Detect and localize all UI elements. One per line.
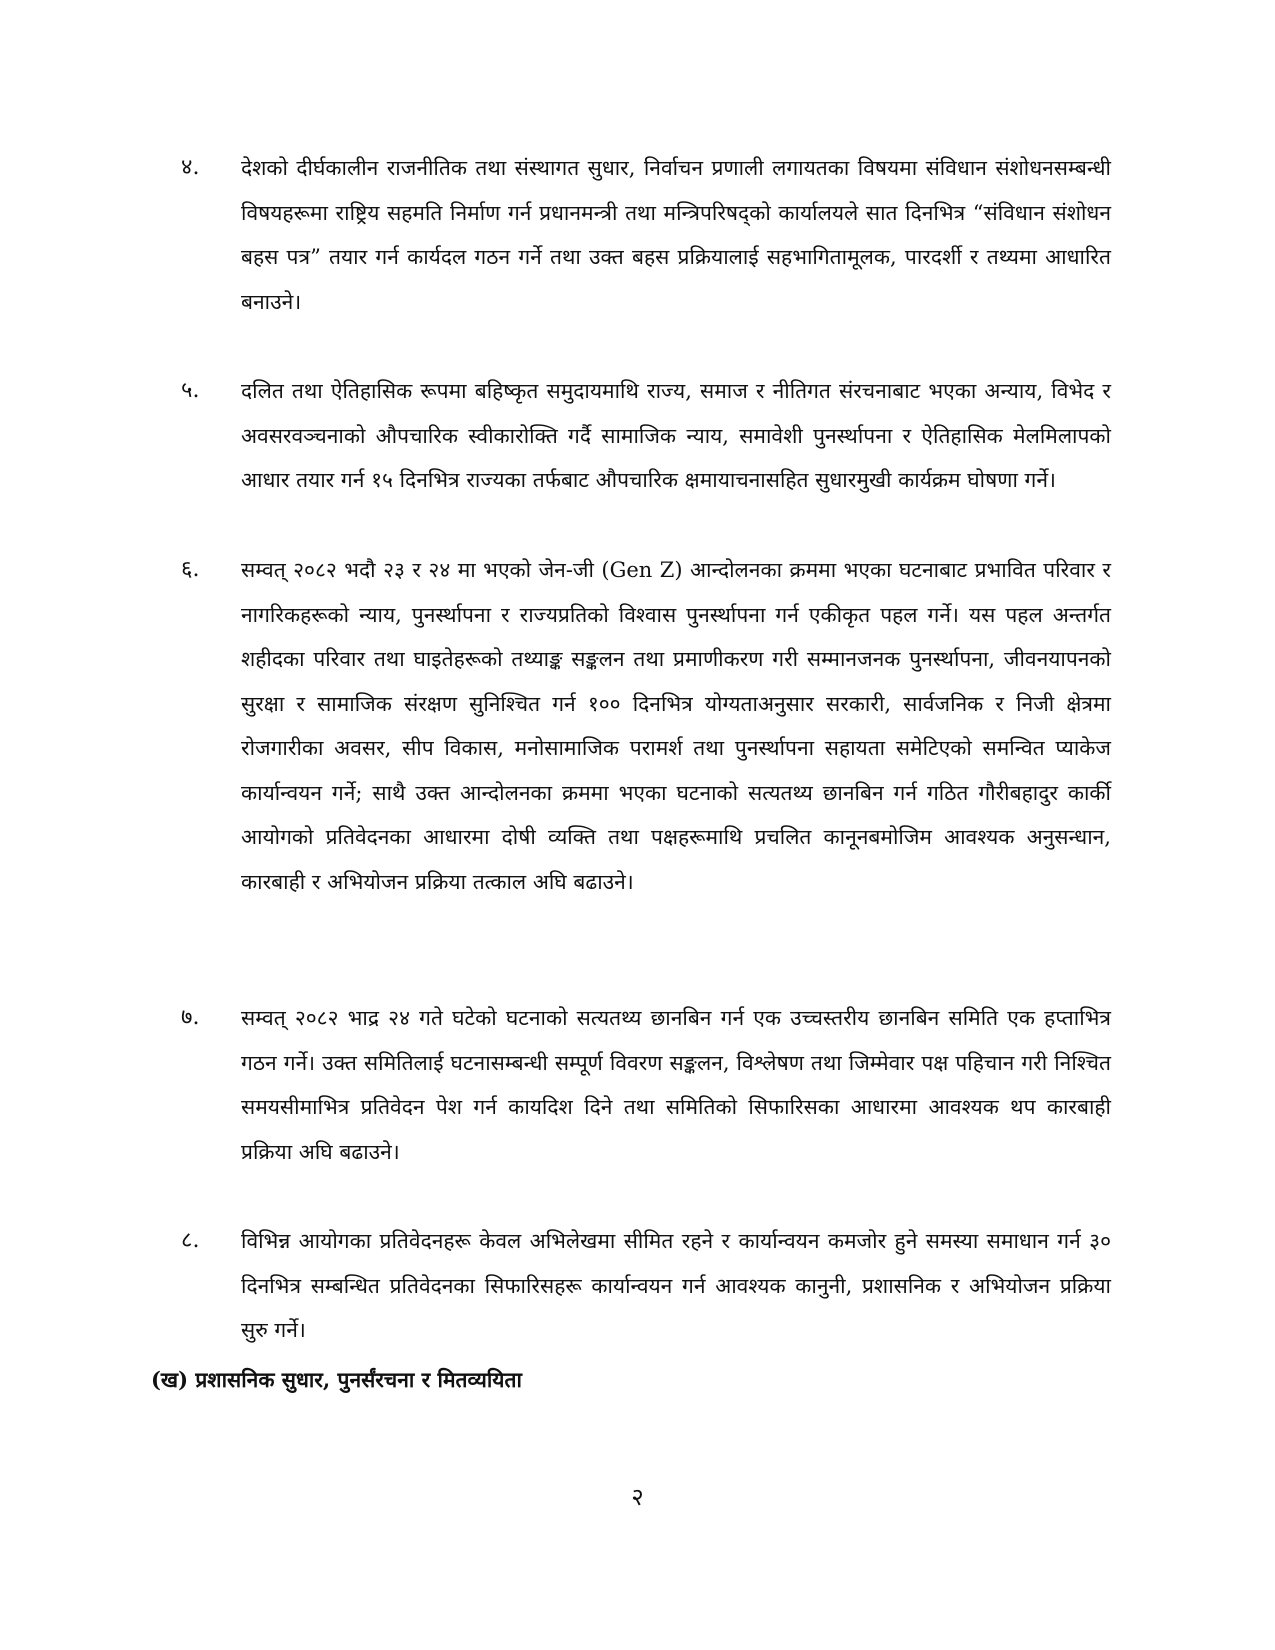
item-number: ८. — [181, 1228, 200, 1253]
item-text: सम्वत् २०८२ भदौ २३ र २४ मा भएको जेन-जी (Gen Z) आन्दोलनका क्रममा भएका घटनाबाट प्रभावित परिवार र नागरिकहरूको न्याय, पुनर्स्थापना र राज्यप्रतिको विश्वास पुनर्स्थापना गर्न एकीकृत पहल गर्ने। यस पहल अन्तर्गत शहीदका परिवार तथा घाइतेहरूको तथ्याङ्क सङ्कलन तथा प्रमाणीकरण गरी सम्मानजनक पुनर्स्थापना, जीवनयापनको सुरक्षा र सामाजिक संरक्षण सुनिश्चित गर्न १०० दिनभित्र योग्यताअनुसार सरकारी, सार्वजनिक र निजी क्षेत्रमा रोजगारीका अवसर, सीप विकास, मनोसामाजिक परामर्श तथा पुनर्स्थापना सहायता समेटिएको समन्वित प्याकेज कार्यान्वयन गर्ने; साथै उक्त आन्दोलनका क्रममा भएका घटनाको सत्यतथ्य छानबिन गर्न गठित गौरीबहादुर कार्की आयोगको प्रतिवेदनका आधारमा दोषी व्यक्ति तथा पक्षहरूमाथि प्रचलित कानूनबमोजिम आवश्यक अनुसन्धान, कारबाही र अभियोजन प्रक्रिया तत्काल अघि बढाउने। — [241, 558, 1111, 894]
page-number: २ — [631, 1483, 644, 1511]
item-text: देशको दीर्घकालीन राजनीतिक तथा संस्थागत सुधार, निर्वाचन प्रणाली लगायतका विषयमा संविधान संशोधनसम्बन्धी विषयहरूमा राष्ट्रिय सहमति निर्माण गर्न प्रधानमन्त्री तथा मन्त्रिपरिषद्को कार्यालयले सात दिनभित्र “संविधान संशोधन बहस पत्र” तयार गर्न कार्यदल गठन गर्ने तथा उक्त बहस प्रक्रियालाई सहभागितामूलक, पारदर्शी र तथ्यमा आधारित बनाउने। — [241, 156, 1111, 314]
item-text: विभिन्न आयोगका प्रतिवेदनहरू केवल अभिलेखमा सीमित रहने र कार्यान्वयन कमजोर हुने समस्या समाधान गर्न ३० दिनभित्र सम्बन्धित प्रतिवेदनका सिफारिसहरू कार्यान्वयन गर्न आवश्यक कानुनी, प्रशासनिक र अभियोजन प्रक्रिया सुरु गर्ने। — [241, 1229, 1111, 1342]
item-number: ६. — [181, 557, 200, 582]
item-number: ४. — [181, 155, 200, 180]
item-number: ७. — [181, 1005, 200, 1030]
item-text: सम्वत् २०८२ भाद्र २४ गते घटेको घटनाको सत्यतथ्य छानबिन गर्न एक उच्चस्तरीय छानबिन समिति एक हप्ताभित्र गठन गर्ने। उक्त समितिलाई घटनासम्बन्धी सम्पूर्ण विवरण सङ्कलन, विश्लेषण तथा जिम्मेवार पक्ष पहिचान गरी निश्चित समयसीमाभित्र प्रतिवेदन पेश गर्न कायदिश दिने तथा समितिको सिफारिसका आधारमा आवश्यक थप कारबाही प्रक्रिया अघि बढाउने। — [241, 1006, 1111, 1164]
section-heading: (ख) प्रशासनिक सुधार, पुनर्संरचना र मितव्ययिता — [151, 1367, 522, 1392]
item-text: दलित तथा ऐतिहासिक रूपमा बहिष्कृत समुदायमाथि राज्य, समाज र नीतिगत संरचनाबाट भएका अन्याय, विभेद र अवसरवञ्चनाको औपचारिक स्वीकारोक्ति गर्दै सामाजिक न्याय, समावेशी पुनर्स्थापना र ऐतिहासिक मेलमिलापको आधार तयार गर्न १५ दिनभित्र राज्यका तर्फबाट औपचारिक क्षमायाचनासहित सुधारमुखी कार्यक्रम घोषणा गर्ने। — [241, 379, 1111, 492]
item-number: ५. — [181, 378, 200, 403]
